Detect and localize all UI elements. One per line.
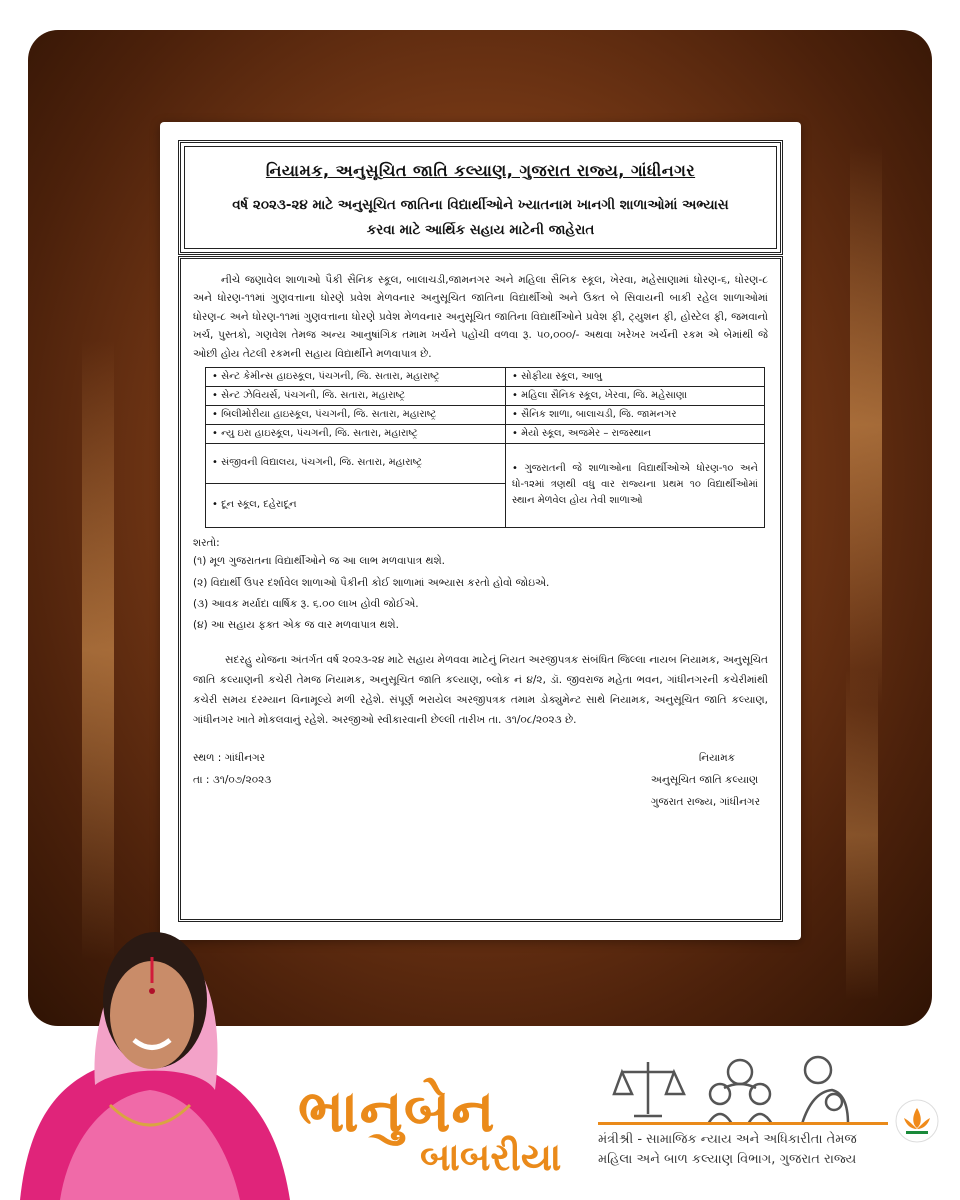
table-row [206, 405, 765, 424]
place: સ્થળ : ગાંધીનગર [193, 751, 266, 764]
family-icon [708, 1060, 772, 1124]
school-cell: • સૈનિક શાળા, બાલાચડી, જિ. જામનગર [506, 405, 765, 424]
brand-name-last: બાબરીયા [420, 1135, 562, 1179]
condition-item: (૧) મૂળ ગુજરાતના વિદ્યાર્થીઓને જ આ લાભ મળવાપાત્ર થશે. [193, 555, 446, 568]
condition-item: (૪) આ સહાય ફક્ત એક જ વાર મળવાપાત્ર થશે. [193, 619, 399, 632]
mother-child-icon [802, 1057, 848, 1124]
notice-paper [160, 122, 801, 940]
school-cell: • સેન્ટ ઝેવિયર્સ, પંચગની, જિ. સતારા, મહારાષ્ટ્ર [206, 386, 506, 405]
decorative-stripe [850, 145, 882, 705]
school-cell: • દૂન સ્કૂલ, દહેરાદૂન [206, 483, 506, 527]
icons-row [612, 1052, 872, 1126]
decorative-stripe [82, 340, 114, 960]
signatory-title: નિયામક [698, 751, 736, 764]
notice-body [178, 256, 783, 922]
closing-paragraph: સદરહુ યોજના અંતર્ગત વર્ષ ૨૦૨૩-૨૪ માટે સહાય મેળવવા માટેનું નિયત અરજીપત્રક સંબંધિત જિલ્લા નાયબ નિયામક, અનુસૂચિત જાતિ કલ્યાણની કચેરી તેમજ નિયામક, અનુસૂચિત જાતિ કલ્યાણ, બ્લોક નં ૪/૨, ડૉ. જીવરાજ મહેતા ભવન, ગાંધીનગરની કચેરીમાંથી કચેરી સમય દરમ્યાન વિનામૂલ્યે મળી રહેશે. સંપૂર્ણ ભરાયેલ અરજીપત્રક તમામ ડોક્યુમેન્ટ સાથે નિયામક, અનુસૂચિત જાતિ કલ્યાણ, ગાંધીનગર ખાતે મોકલવાનું રહેશે. અરજીઓ સ્વીકારવાની છેલ્લી તારીખ તા. ૩૧/૦૮/૨૦૨૩ છે. [193, 653, 768, 726]
conditions-section [193, 534, 768, 635]
org-title: નિયામક, અનુસૂચિત જાતિ કલ્યાણ, ગુજરાત રાજ્ય, ગાંધીનગર [265, 161, 696, 180]
signature-block [193, 747, 768, 827]
date: તા : ૩૧/૦૭/૨૦૨૩ [193, 773, 272, 786]
accent-divider [598, 1122, 888, 1125]
school-cell: • સંજીવની વિદ્યાલય, પંચગની, જિ. સતારા, મહારાષ્ટ્ર [206, 443, 506, 483]
table-row [206, 386, 765, 405]
signatory [651, 747, 760, 813]
subtitle-line-2: કરવા માટે આર્થિક સહાય માટેની જાહેરાત [366, 221, 595, 238]
school-cell: • મેયો સ્કૂલ, અજમેર – રાજસ્થાન [506, 424, 765, 443]
signatory-line: અનુસૂચિત જાતિ કલ્યાણ [650, 773, 759, 786]
table-row [206, 367, 765, 386]
notice-subtitle [181, 193, 780, 243]
place-date [193, 747, 271, 791]
signatory-line: ગુજરાત રાજ્ય, ગાંધીનગર [650, 795, 760, 808]
school-cell: • સોફીયા સ્કૂલ, આબુ [506, 367, 765, 386]
school-cell: • મહિલા સૈનિક સ્કૂલ, ખેરવા, જિ. મહેસાણા [506, 386, 765, 405]
subtitle-line-1: વર્ષ ૨૦૨૩-૨૪ માટે અનુસૂચિત જાતિના વિદ્યાર્થીઓને ખ્યાતનામ ખાનગી શાળાઓમાં અભ્યાસ [232, 197, 729, 213]
school-cell: • ન્યુ ઇરા હાઇસ્કૂલ, પંચગની, જિ. સતારા, મહારાષ્ટ્ર [206, 424, 506, 443]
table-row [206, 424, 765, 443]
ministry-caption [598, 1130, 898, 1169]
minister-portrait [0, 905, 300, 1200]
ministry-line-2: મહિલા અને બાળ કલ્યાણ વિભાગ, ગુજરાત રાજ્ય [598, 1151, 857, 1167]
school-cell: • સેન્ટ કેમીન્સ હાઇસ્કૂલ, પંચગની, જિ. સતારા, મહારાષ્ટ્ર [206, 367, 506, 386]
lotus-logo-icon [894, 1098, 940, 1144]
conditions-heading: શરતો: [193, 536, 220, 549]
schools-table [205, 367, 765, 528]
notice-header [178, 140, 783, 255]
brand-name-first: ભાનુબેન [298, 1077, 496, 1145]
scales-of-justice-icon [614, 1062, 684, 1116]
condition-item: (૩) આવક મર્યાદા વાર્ષિક રૂ. ૬.૦૦ લાખ હોવી જોઈએ. [193, 598, 419, 610]
table-row [206, 443, 765, 483]
decorative-stripe [846, 670, 878, 1000]
ministry-line-1: મંત્રીશ્રી - સામાજિક ન્યાય અને અધિકારીતા તેમજ [598, 1132, 857, 1147]
condition-item: (૨) વિદ્યાર્થી ઉપર દર્શાવેલ શાળાઓ પૈકીની કોઈ શાળામાં અભ્યાસ કરતો હોવો જોઇએ. [193, 576, 550, 589]
school-cell: • બિલીમોરીયા હાઇસ્કૂલ, પંચગની, જિ. સતારા, મહારાષ્ટ્ર [206, 405, 506, 424]
school-cell: • ગુજરાતની જે શાળાઓના વિદ્યાર્થીઓએ ધોરણ-૧૦ અને ધો-૧૨માં ત્રણથી વધુ વાર રાજ્યના પ્રથમ ૧૦ વિદ્યાર્થીઓમાં સ્થાન મેળવેલ હોય તેવી શાળાઓ [506, 443, 765, 527]
intro-paragraph: નીચે જણાવેલ શાળાઓ પૈકી સૈનિક સ્કૂલ, બાલાચડી,જામનગર અને મહિલા સૈનિક સ્કૂલ, ખેરવા, મહેસાણામાં ધોરણ-૬, ધોરણ-૮ અને ધોરણ-૧૧માં ગુણવત્તાના ધોરણે પ્રવેશ મેળવનાર અનુસૂચિત જાતિના વિદ્યાર્થીઓ અને ઉક્ત બે સિવાયની બાકી રહેલ શાળાઓમાં ધોરણ-૮ અને ધોરણ-૧૧માં ગુણવત્તાના ધોરણે પ્રવેશ મેળવનાર અનુસૂચિત જાતિના વિદ્યાર્થીઓને પ્રવેશ ફી, ટ્યુશન ફી, હોસ્ટેલ ફી, જમવાનો ખર્ચ, પુસ્તકો, ગણવેશ તેમજ અન્ય આનુષાંગિક તમામ ખર્ચને પહોંચી વળવા રૂ. ૫૦,૦૦૦/- અથવા ખરેખર ખર્ચની રકમ એ બેમાંથી જે ઓછી હોય તેટલી રકમની સહાય વિદ્યાર્થીને મળવાપાત્ર છે. [193, 274, 768, 360]
